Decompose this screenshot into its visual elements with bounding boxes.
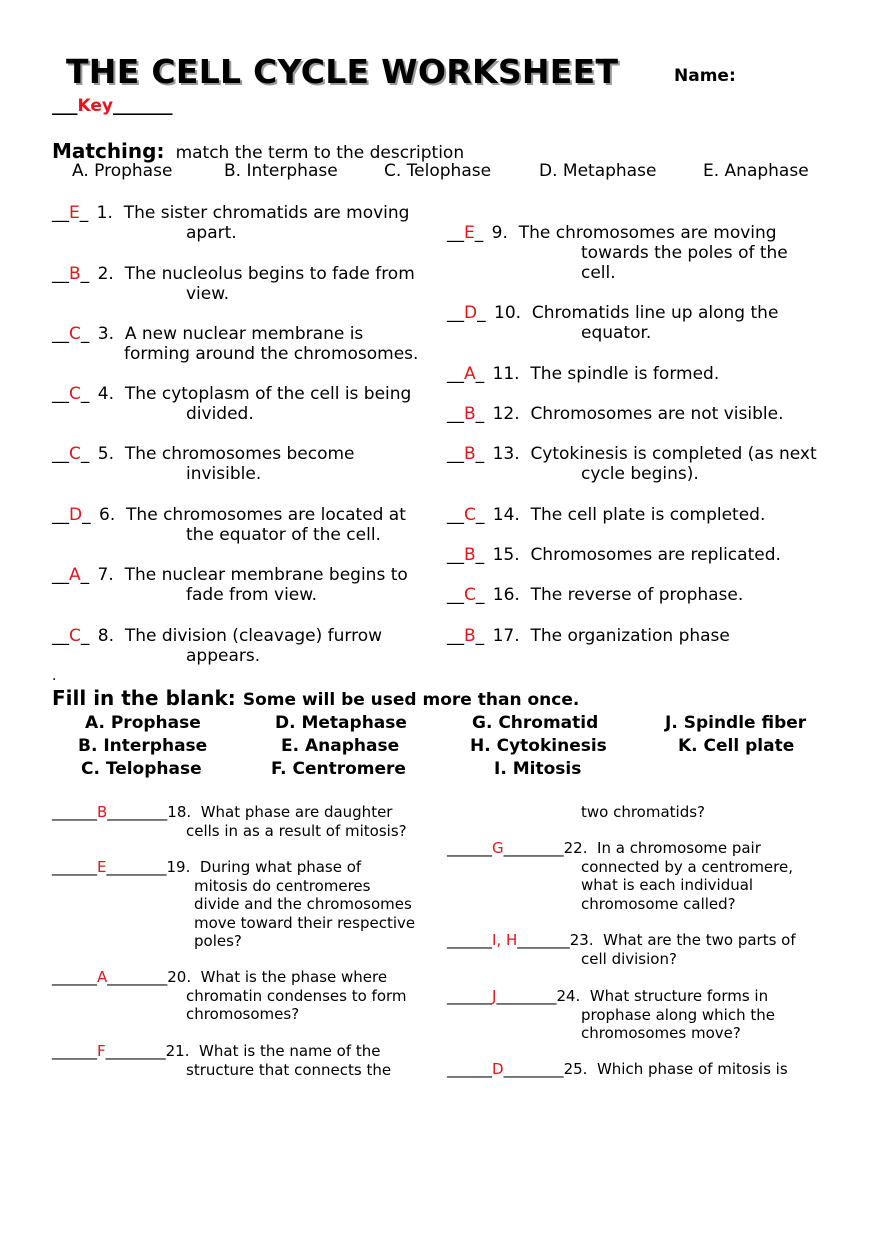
answer-blank[interactable]: ______I, H_______ xyxy=(447,931,570,949)
answer-blank[interactable]: __E_ xyxy=(52,203,89,223)
matching-term: A. Prophase xyxy=(72,161,173,181)
answer-blank[interactable]: ______D________ xyxy=(447,1060,564,1078)
answer-blank[interactable]: __B_ xyxy=(447,444,485,464)
answer-blank[interactable]: __E_ xyxy=(447,223,484,243)
matching-question: __B_ 12. Chromosomes are not visible. xyxy=(447,404,784,424)
matching-term: C. Telophase xyxy=(384,161,492,181)
answer-blank[interactable]: ______E________ xyxy=(52,858,167,876)
fill-question: ______F________21. What is the name of the structure that connects the xyxy=(52,1042,392,1079)
name-blank-post: _______ xyxy=(113,96,173,116)
name-value: Key xyxy=(77,96,113,116)
matching-question: __C_ 8. The division (cleavage) furrow appears. xyxy=(52,626,383,666)
fill-option: A. Prophase xyxy=(85,713,201,733)
fill-question: ______J________24. What structure forms in prophase along which the chromosomes move? xyxy=(447,987,775,1042)
matching-question: __B_ 13. Cytokinesis is completed (as next cycle begins). xyxy=(447,444,817,484)
fill-option: C. Telophase xyxy=(81,759,202,779)
matching-question: __E_ 9. The chromosomes are moving towards the poles of the cell. xyxy=(447,223,788,283)
fill-option: F. Centromere xyxy=(271,759,406,779)
answer-blank[interactable]: __B_ xyxy=(52,264,90,284)
fill-option: I. Mitosis xyxy=(494,759,582,779)
name-blank-pre: ___ xyxy=(52,96,78,116)
worksheet-title: THE CELL CYCLE WORKSHEET xyxy=(66,52,619,91)
matching-header xyxy=(52,139,464,163)
matching-question: __C_ 16. The reverse of prophase. xyxy=(447,585,744,605)
matching-question: __B_ 17. The organization phase xyxy=(447,626,730,646)
answer-blank[interactable]: __C_ xyxy=(447,585,485,605)
matching-instruction: match the term to the description xyxy=(175,143,465,163)
matching-question: __B_ 15. Chromosomes are replicated. xyxy=(447,545,781,565)
matching-question: __A_ 11. The spindle is formed. xyxy=(447,364,720,384)
matching-question: __D_ 6. The chromosomes are located at the equator of the cell. xyxy=(52,505,406,545)
answer-blank[interactable]: __C_ xyxy=(52,626,90,646)
answer-blank[interactable]: __D_ xyxy=(52,505,91,525)
answer-blank[interactable]: __A_ xyxy=(447,364,485,384)
matching-question: __D_ 10. Chromatids line up along the equator. xyxy=(447,303,779,343)
fill-question-continuation: two chromatids? xyxy=(581,803,706,821)
matching-question: __A_ 7. The nuclear membrane begins to fade from view. xyxy=(52,565,408,605)
fill-heading: Fill in the blank: xyxy=(52,686,236,710)
matching-question: __C_ 3. A new nuclear membrane is forming around the chromosomes. xyxy=(52,324,419,364)
matching-term: E. Anaphase xyxy=(703,161,809,181)
answer-blank[interactable]: __B_ xyxy=(447,404,485,424)
fill-question: ______E________19. During what phase of mitosis do centromeres divide and the chromosomes move toward their respective poles? xyxy=(52,858,416,950)
name-label: Name: xyxy=(674,66,736,86)
fill-option: K. Cell plate xyxy=(678,736,795,756)
answer-blank[interactable]: ______F________ xyxy=(52,1042,166,1060)
fill-question: ______D________25. Which phase of mitosis is xyxy=(447,1060,788,1078)
answer-blank[interactable]: ______J________ xyxy=(447,987,557,1005)
matching-question: __C_ 4. The cytoplasm of the cell is being divided. xyxy=(52,384,412,424)
fill-option: G. Chromatid xyxy=(472,713,599,733)
answer-blank[interactable]: ______B________ xyxy=(52,803,168,821)
answer-blank[interactable]: __C_ xyxy=(52,324,90,344)
answer-blank[interactable]: __B_ xyxy=(447,545,485,565)
fill-question: ______I, H_______23. What are the two parts of cell division? xyxy=(447,931,796,968)
fill-instruction: Some will be used more than once. xyxy=(242,690,580,710)
fill-option: D. Metaphase xyxy=(275,713,407,733)
matching-question: __C_ 14. The cell plate is completed. xyxy=(447,505,766,525)
stray-dot: . xyxy=(52,668,57,684)
answer-blank[interactable]: __A_ xyxy=(52,565,90,585)
matching-question: __C_ 5. The chromosomes become invisible. xyxy=(52,444,355,484)
answer-blank[interactable]: ______G________ xyxy=(447,839,564,857)
name-field[interactable] xyxy=(52,96,173,116)
fill-question: ______A________20. What is the phase where chromatin condenses to form chromosomes? xyxy=(52,968,407,1023)
fill-question: ______G________22. In a chromosome pair connected by a centromere, what is each individual chromosome called? xyxy=(447,839,793,913)
fill-option: J. Spindle fiber xyxy=(665,713,807,733)
answer-blank[interactable]: __B_ xyxy=(447,626,485,646)
answer-blank[interactable]: __C_ xyxy=(52,444,90,464)
fill-option: E. Anaphase xyxy=(281,736,400,756)
matching-term: D. Metaphase xyxy=(539,161,657,181)
matching-question: __B_ 2. The nucleolus begins to fade from view. xyxy=(52,264,415,304)
answer-blank[interactable]: __C_ xyxy=(52,384,90,404)
matching-question: __E_ 1. The sister chromatids are moving apart. xyxy=(52,203,410,243)
answer-blank[interactable]: __D_ xyxy=(447,303,486,323)
matching-term: B. Interphase xyxy=(224,161,338,181)
fill-option: B. Interphase xyxy=(78,736,208,756)
matching-heading: Matching: xyxy=(52,139,165,163)
fill-question: ______B________18. What phase are daughter cells in as a result of mitosis? xyxy=(52,803,407,840)
fill-option: H. Cytokinesis xyxy=(470,736,607,756)
answer-blank[interactable]: __C_ xyxy=(447,505,485,525)
answer-blank[interactable]: ______A________ xyxy=(52,968,168,986)
fill-header xyxy=(52,686,579,710)
